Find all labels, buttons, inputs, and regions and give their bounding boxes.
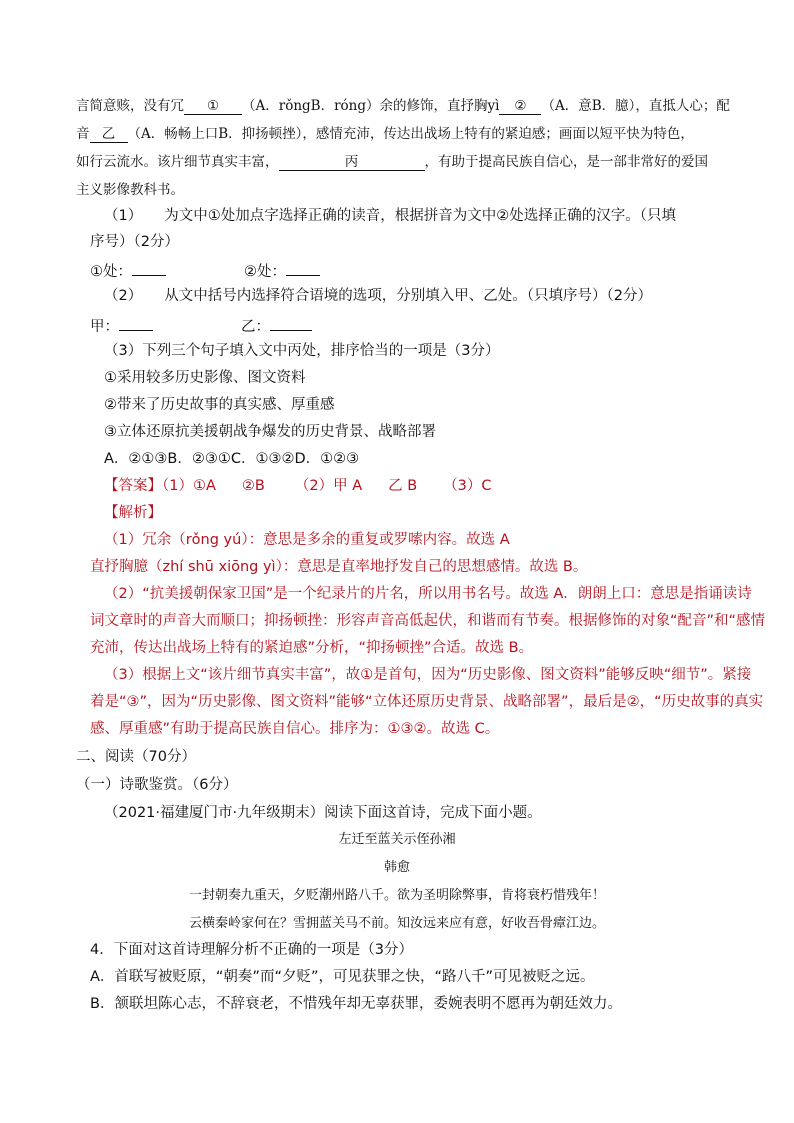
passage-text: 言简意赅，没有冗 bbox=[76, 98, 184, 114]
poem-author: 韩愈 bbox=[383, 860, 410, 875]
passage-line-2 bbox=[76, 124, 694, 144]
analysis-line-1: （1）冗余（rǒng yú）：意思是多余的重复或罗嗦内容。故选 A bbox=[104, 532, 510, 548]
question-4-option-a: A．首联写被贬原，“朝奏”而“夕贬”，可见获罪之快，“路八千”可见被贬之远。 bbox=[90, 969, 595, 985]
analysis-line-4: 词文章时的声音大而顺口；抑扬顿挫：形容声音高低起伏，和谐而有节奏。根据修饰的对象“配音”和“感情 bbox=[90, 613, 766, 629]
poem-line-2: 云横秦岭家何在？雪拥蓝关马不前。知汝远来应有意，好收吾骨瘴江边。 bbox=[188, 916, 605, 931]
passage-text: 音 bbox=[76, 126, 90, 142]
question-2-stem: （2） 从文中括号内选择符合语境的选项，分别填入甲、乙处。（只填序号）（2分） bbox=[104, 288, 652, 304]
answer-tag: 【答案】 bbox=[104, 478, 162, 494]
poem-line-1: 一封朝奏九重天，夕贬潮州路八千。欲为圣明除弊事，肯将衰朽惜残年！ bbox=[188, 888, 605, 903]
answer-blank-yi[interactable] bbox=[270, 314, 312, 331]
question-3-sentence-3: ③立体还原抗美援朝战争爆发的历史背景、战略部署 bbox=[104, 424, 436, 440]
question-1-answers: ①处： ②处： bbox=[90, 259, 320, 282]
passage-line-1 bbox=[76, 96, 730, 116]
answer-line: 【答案】（1）①A ②B （2）甲 A 乙 B （3）C bbox=[104, 478, 492, 494]
analysis-tag: 【解析】 bbox=[104, 505, 162, 521]
passage-line-4: 主义影像教科书。 bbox=[76, 182, 184, 198]
question-4-stem: 4．下面对这首诗理解分析不正确的一项是（3分） bbox=[90, 942, 413, 958]
pinyin-text: yì bbox=[487, 98, 500, 114]
analysis-line-7: 着是“③”，因为“历史影像、图文资料”能够“立体还原历史背景、战略部署”，最后是②，“历史故事的真实 bbox=[90, 694, 764, 710]
passage-text: ，有助于提高民族自信心，是一部非常好的爱国 bbox=[424, 154, 708, 170]
blank-bing[interactable]: 丙 bbox=[279, 154, 425, 171]
section-2-source: （2021·福建厦门市·九年级期末）阅读下面这首诗，完成下面小题。 bbox=[104, 805, 542, 821]
blank-1[interactable]: ① bbox=[184, 98, 242, 115]
answer-blank-jia[interactable] bbox=[119, 314, 153, 331]
question-1-stem: （1） 为文中①处加点字选择正确的读音，根据拼音为文中②处选择正确的汉字。（只填 bbox=[104, 208, 676, 224]
passage-text: （A．意B．臆），直抵人心；配 bbox=[541, 98, 730, 114]
question-2-answers: 甲： 乙： bbox=[90, 314, 312, 337]
question-3-stem: （3）下列三个句子填入文中丙处，排序恰当的一项是（3分） bbox=[104, 343, 500, 359]
poem-title: 左迁至蓝关示侄孙湘 bbox=[338, 832, 456, 847]
question-3-sentence-1: ①采用较多历史影像、图文资料 bbox=[104, 370, 306, 386]
answer-blank-1[interactable] bbox=[132, 259, 166, 276]
analysis-line-6: （3）根据上文“该片细节真实丰富”，故①是首句，因为“历史影像、图文资料”能够反映“细节”。紧接 bbox=[104, 667, 752, 683]
question-4-option-b: B．颔联坦陈心志，不辞衰老，不惜残年却无辜获罪，委婉表明不愿再为朝廷效力。 bbox=[90, 996, 622, 1012]
analysis-line-5: 充沛，传达出战场上特有的紧迫感”分析，“抑扬顿挫”合适。故选 B。 bbox=[90, 640, 534, 656]
blank-2[interactable]: ② bbox=[499, 98, 541, 115]
passage-text: 如行云流水。该片细节真实丰富， bbox=[76, 154, 279, 170]
question-1-stem-cont: 序号）（2分） bbox=[90, 234, 179, 250]
question-3-sentence-2: ②带来了历史故事的真实感、厚重感 bbox=[104, 397, 335, 413]
passage-line-3 bbox=[76, 152, 708, 172]
passage-text: （A．rǒngB．róng）余的修饰，直抒胸 bbox=[242, 98, 488, 114]
analysis-line-8: 感、厚重感”有助于提高民族自信心。排序为：①③②。故选 C。 bbox=[90, 721, 500, 737]
section-2-title: 二、阅读（70分） bbox=[76, 749, 196, 765]
answer-blank-2[interactable] bbox=[286, 259, 320, 276]
section-2-subtitle: （一）诗歌鉴赏。（6分） bbox=[76, 777, 238, 793]
passage-text: （A．畅畅上口B．抑扬顿挫），感情充沛，传达出战场上特有的紧迫感；画面以短平快为特色， bbox=[127, 126, 694, 142]
analysis-line-3: （2）“抗美援朝保家卫国”是一个纪录片的片名，所以用书名号。故选 A．朗朗上口：意思是指诵读诗 bbox=[104, 586, 752, 602]
analysis-line-2: 直抒胸臆（zhí shū xiōng yì）：意思是直率地抒发自己的思想感情。故选 B。 bbox=[90, 559, 588, 575]
question-3-options: A．②①③B．②③①C．①③②D．①②③ bbox=[104, 451, 360, 467]
blank-yi[interactable]: 乙 bbox=[90, 126, 128, 143]
